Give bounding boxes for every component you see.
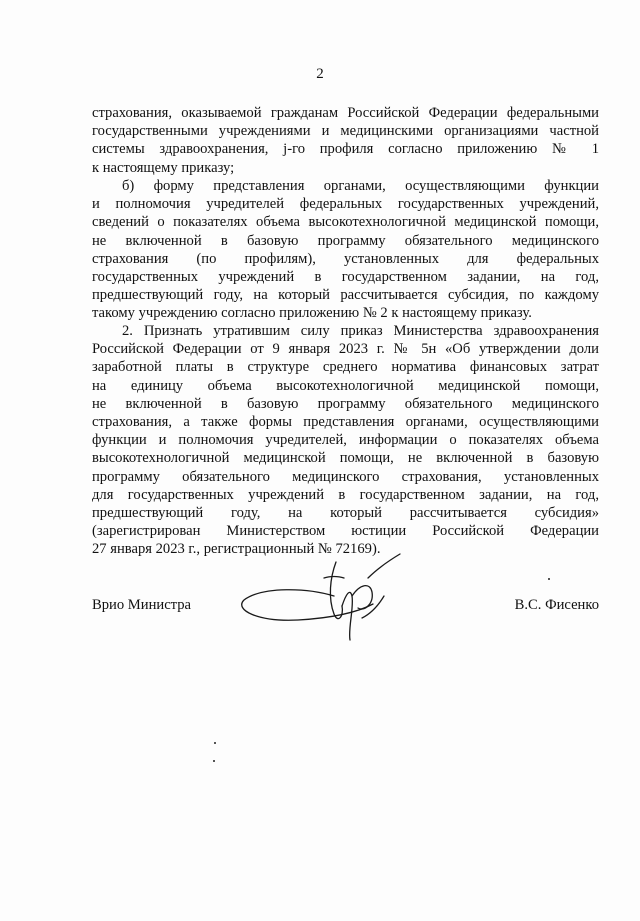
text-line: Российской Федерации от 9 января 2023 г. № 5н «Об утверждении доли (92, 341, 599, 358)
text-line: не включенной в базовую программу обязательного медицинского (92, 232, 599, 249)
text-line: не включенной в базовую программу обязательного медицинского (92, 395, 599, 412)
text-line: системы здравоохранения, j-го профиля согласно приложению № 1 (92, 141, 599, 158)
text-line: б) форму представления органами, осуществляющими функции (122, 178, 599, 194)
scan-speck (214, 742, 216, 744)
text-line: и полномочия учредителей федеральных государственных учреждений, (92, 196, 599, 213)
text-line: сведений о показателях объема высокотехнологичной медицинской помощи, (92, 214, 599, 231)
scan-speck (213, 760, 215, 762)
text-line: высокотехнологичной медицинской помощи, не включенной в базовую (92, 450, 599, 467)
text-line: для государственных учреждений в государственном задании, на год, (92, 486, 599, 503)
paragraph-1 (92, 104, 599, 177)
text-line: государственными учреждениями и медицинскими организациями частной (92, 123, 599, 140)
text-line: государственных учреждений в государственном задании, на год, (92, 268, 599, 285)
text-line: на единицу объема высокотехнологичной медицинской помощи, (92, 377, 599, 394)
text-line: страхования, а также формы представления органами, осуществляющими (92, 413, 599, 430)
text-line: 27 января 2023 г., регистрационный № 72169). (92, 541, 381, 558)
signatory-name: В.С. Фисенко (514, 597, 599, 613)
text-line: 2. Признать утратившим силу приказ Министерства здравоохранения (122, 323, 599, 339)
scan-speck (548, 578, 550, 580)
text-line: страхования (по профилям), установленных для федеральных (92, 250, 599, 267)
paragraph-2 (92, 177, 599, 323)
text-line: такому учреждению согласно приложению № 2 к настоящему приказу. (92, 305, 532, 322)
text-line: программу обязательного медицинского страхования, установленных (92, 468, 599, 485)
text-line: страхования, оказываемой гражданам Российской Федерации федеральными (92, 105, 599, 121)
text-line: (зарегистрирован Министерством юстиции Российской Федерации (92, 523, 599, 540)
text-line: предшествующий году, на который рассчитывается субсидия, по каждому (92, 287, 599, 304)
paragraph-3 (92, 322, 599, 558)
text-line: функции и полномочия учредителей, информации о показателях объема (92, 432, 599, 449)
signatory-title: Врио Министра (92, 597, 191, 613)
signature-block (92, 597, 599, 617)
page-number: 2 (316, 66, 324, 82)
text-line: заработной платы в структуре среднего норматива финансовых затрат (92, 359, 599, 376)
text-line: предшествующий году, на который рассчитывается субсидия» (92, 504, 599, 521)
text-line: к настоящему приказу; (92, 159, 235, 176)
